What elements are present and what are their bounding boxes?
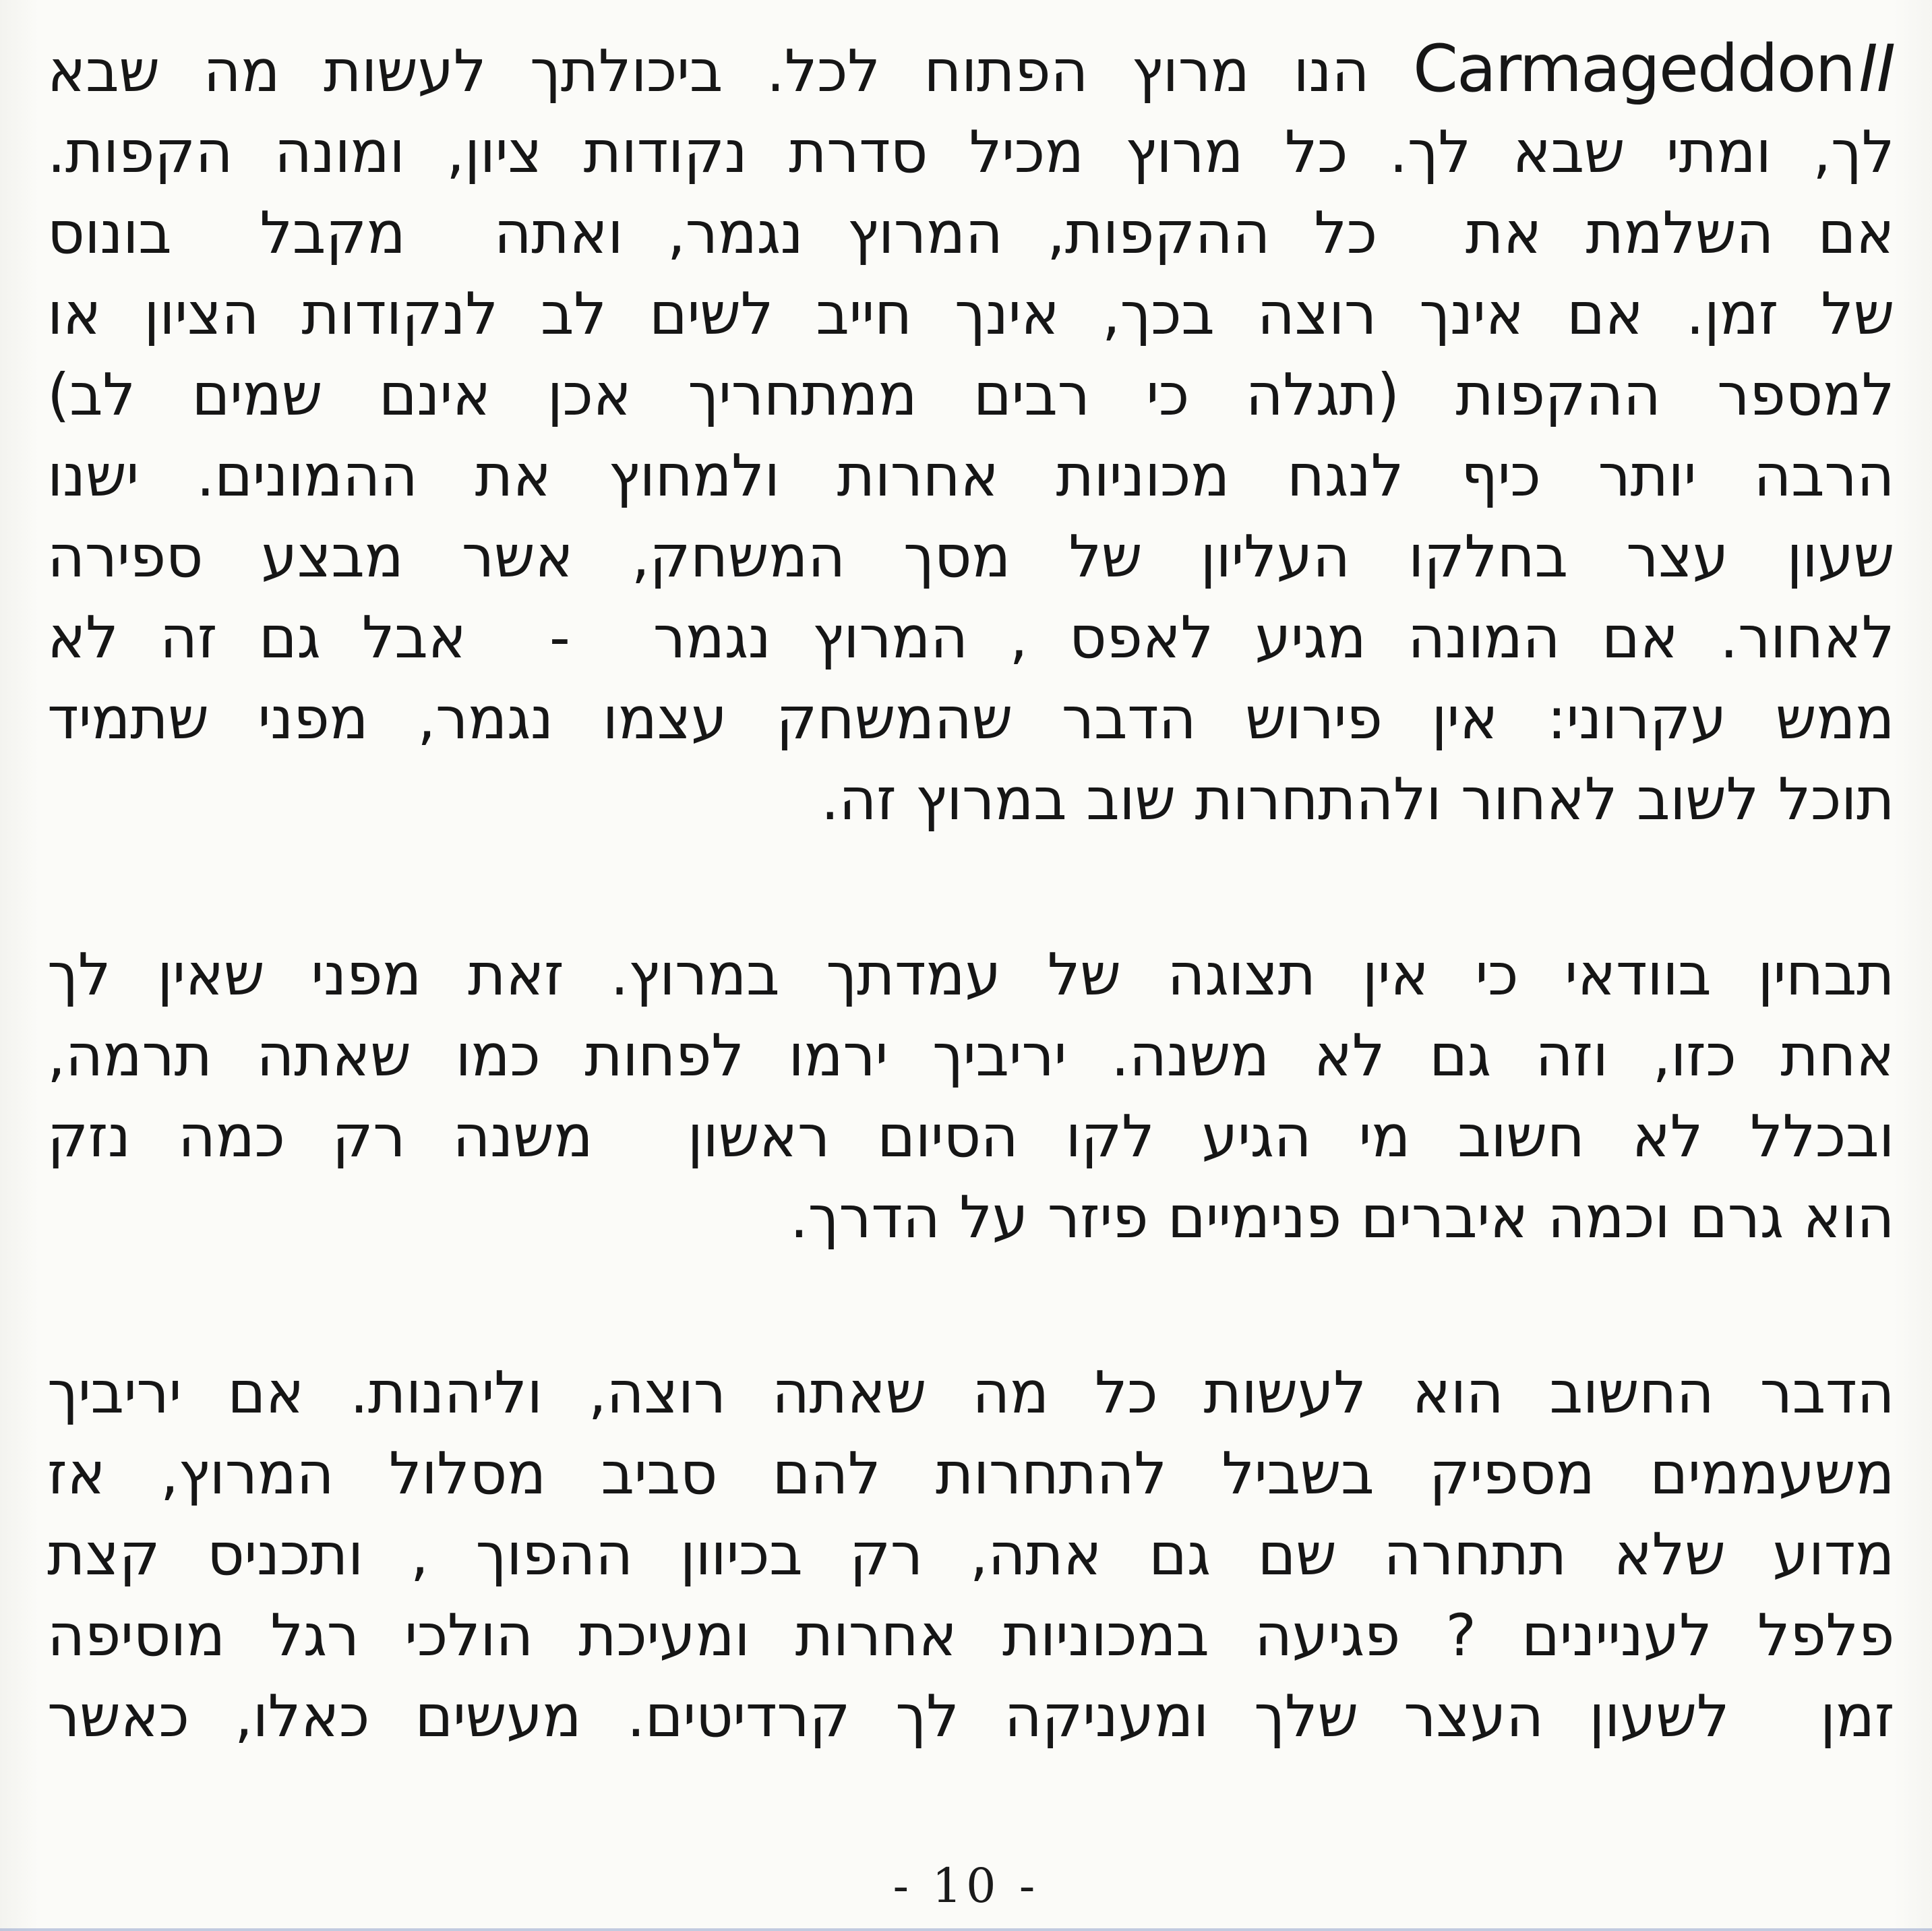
text-line: לאחור. אם המונה מגיע לאפס , המרוץ נגמר - אבל גם זה לא <box>47 604 1894 672</box>
paragraph-no-position-display <box>47 934 1894 1258</box>
text-line: תבחין בוודאי כי אין תצוגה של עמדתך במרוץ. זאת מפני שאין לך <box>47 941 1894 1009</box>
text-line: ממש עקרוני: אין פירוש הדבר שהמשחק עצמו נגמר, מפני שתמיד <box>47 685 1894 752</box>
text-line: לך, ומתי שבא לך. כל מרוץ מכיל סדרת נקודות ציון, ומונה הקפות. <box>47 119 1894 186</box>
game-title-numeral: II <box>1859 31 1894 107</box>
text-line: ובכלל לא חשוב מי הגיע לקו הסיום ראשון משנה רק כמה נזק <box>47 1103 1894 1170</box>
text-line: משעממים מספיק בשביל להתחרות להם סביב מסלול המרוץ, אז <box>47 1440 1894 1508</box>
body-text <box>47 28 1894 1757</box>
text-line: למספר ההקפות (תגלה כי רבים ממתחריך אכן אינם שמים לב) <box>47 361 1894 429</box>
game-title-word: Carmageddon <box>1412 31 1855 107</box>
text-line: פלפל לעניינים ? פגיעה במכוניות אחרות ומעיכת הולכי רגל מוסיפה <box>47 1602 1894 1669</box>
scan-artifact-line <box>0 1928 1932 1931</box>
text-line: של זמן. אם אינך רוצה בכך, אינך חייב לשים לב לנקודות הציון או <box>47 280 1894 348</box>
text-line <box>47 28 1894 112</box>
game-title <box>1413 31 1894 107</box>
text-line: שעון עצר בחלקו העליון של מסך המשחק, אשר מבצע ספירה <box>47 523 1894 591</box>
line-text: הנו מרוץ הפתוח לכל. ביכולתך לעשות מה שבא <box>47 38 1370 105</box>
text-line: אחת כזו, וזה גם לא משנה. יריביך ירמו לפחות כמו שאתה תרמה, <box>47 1022 1894 1090</box>
text-line: מדוע שלא תתחרה שם גם אתה, רק בכיוון ההפוך , ותכניס קצת <box>47 1521 1894 1588</box>
text-line: אם השלמת את כל ההקפות, המרוץ נגמר, ואתה מקבל בונוס <box>47 200 1894 267</box>
page-footer <box>0 1858 1932 1913</box>
text-line: הרבה יותר כיף לנגח מכוניות אחרות ולמחוץ את ההמונים. ישנו <box>47 442 1894 510</box>
text-line: הוא גרם וכמה איברים פנימיים פיזר על הדרך. <box>789 1184 1894 1251</box>
text-line: הדבר החשוב הוא לעשות כל מה שאתה רוצה, וליהנות. אם יריביך <box>47 1359 1894 1427</box>
paragraph-race-rules <box>47 28 1894 840</box>
page-number: - 10 - <box>893 1858 1039 1913</box>
text-line: זמן לשעון העצר שלך ומעניקה לך קרדיטים. מעשים כאלו, כאשר <box>47 1683 1894 1750</box>
paragraph-have-fun <box>47 1353 1894 1757</box>
text-line: תוכל לשוב לאחור ולהתחרות שוב במרוץ זה. <box>820 766 1894 833</box>
